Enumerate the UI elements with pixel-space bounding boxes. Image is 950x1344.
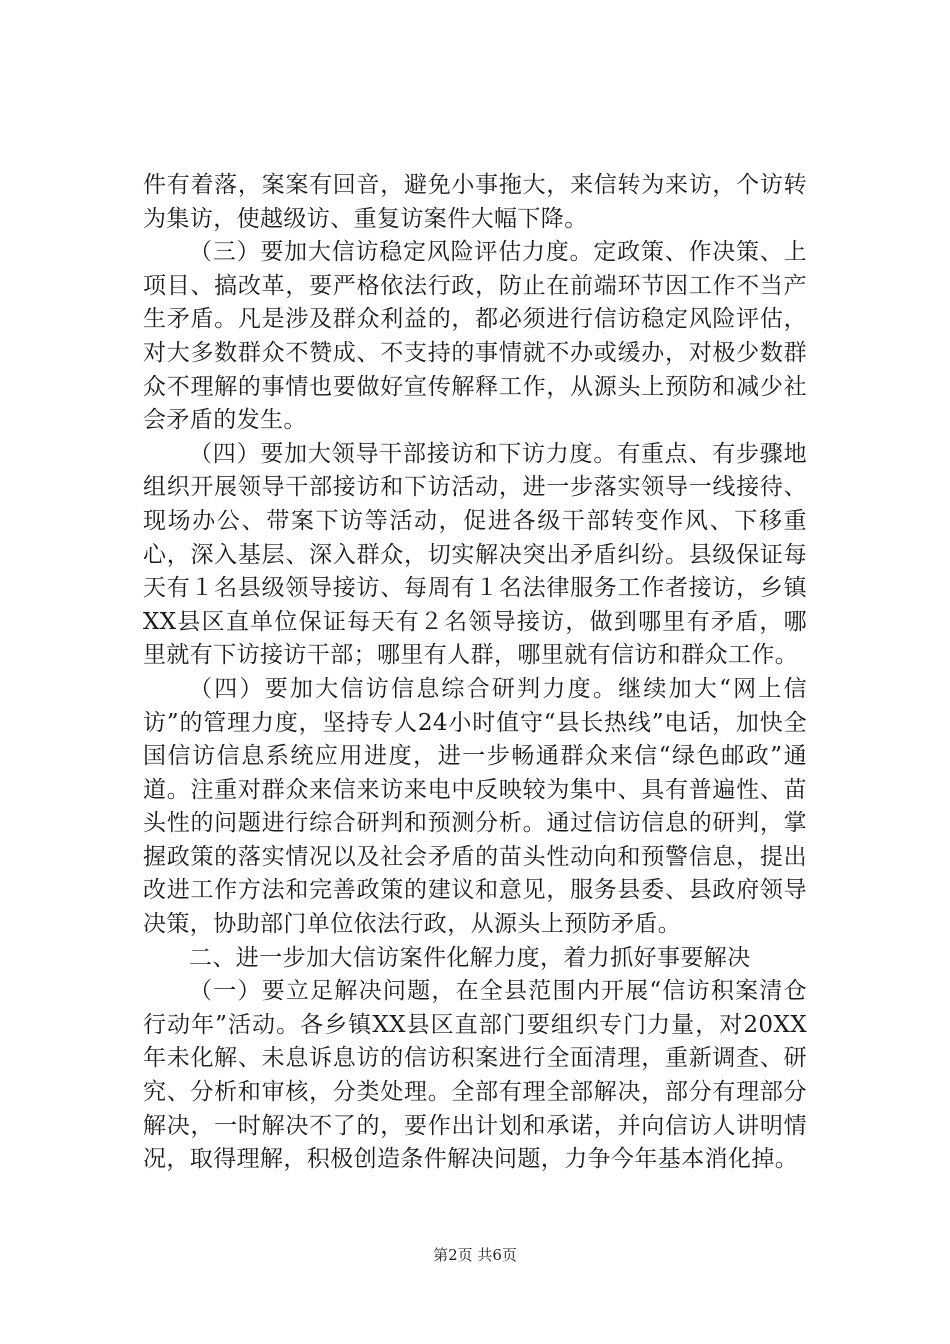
paragraph-information-analysis: （四）要加大信访信息综合研判力度。继续加大“网上信访”的管理力度，坚持专人24小时值守“县长热线”电话，加快全国信访信息系统应用进度，进一步畅通群众来信“绿色邮政”通道。注重对群众来信来访来电中反映较为集中、具有普遍性、苗头性的问题进行综合研判和预测分析。通过信访信息的研判，掌握政策的落实情况以及社会矛盾的苗头性动向和预警信息，提出改进工作方法和完善政策的建议和意见，服务县委、县政府领导决策，协助部门单位依法行政，从源头上预防矛盾。 bbox=[143, 675, 807, 938]
paragraph-continuation: 件有着落，案案有回音，避免小事拖大，来信转为来访，个访转为集访，使越级访、重复访案件大幅下降。 bbox=[143, 172, 807, 232]
paragraph-leader-visits: （四）要加大领导干部接访和下访力度。有重点、有步骤地组织开展领导干部接访和下访活动，进一步落实领导一线接待、现场办公、带案下访等活动，促进各级干部转变作风、下移重心，深入基层、深入群众，切实解决突出矛盾纠纷。县级保证每天有１名县级领导接访、每周有１名法律服务工作者接访，乡镇XX县区直单位保证每天有２名领导接访，做到哪里有矛盾，哪里就有下访接访干部；哪里有人群，哪里就有信访和群众工作。 bbox=[143, 440, 807, 669]
section-heading: 二、进一步加大信访案件化解力度，着力抓好事要解决 bbox=[189, 944, 751, 971]
document-body bbox=[143, 169, 807, 1177]
page-footer: 第2页 共6页 bbox=[433, 1246, 517, 1264]
paragraph-risk-assessment: （三）要加大信访稳定风险评估力度。定政策、作决策、上项目、搞改革，要严格依法行政，防止在前端环节因工作不当产生矛盾。凡是涉及群众利益的，都必须进行信访稳定风险评估，对大多数群众不赞成、不支持的事情就不办或缓办，对极少数群众不理解的事情也要做好宣传解释工作，从源头上预防和减少社会矛盾的发生。 bbox=[143, 239, 807, 434]
paragraph-backlog-cases: （一）要立足解决问题，在全县范围内开展“信访积案清仓行动年”活动。各乡镇XX县区直部门要组织专门力量，对20XX年未化解、未息诉息访的信访积案进行全面清理，重新调查、研究、分析和审核，分类处理。全部有理全部解决，部分有理部分解决，一时解决不了的，要作出计划和承诺，并向信访人讲明情况，取得理解，积极创造条件解决问题，力争今年基本消化掉。 bbox=[143, 978, 807, 1173]
